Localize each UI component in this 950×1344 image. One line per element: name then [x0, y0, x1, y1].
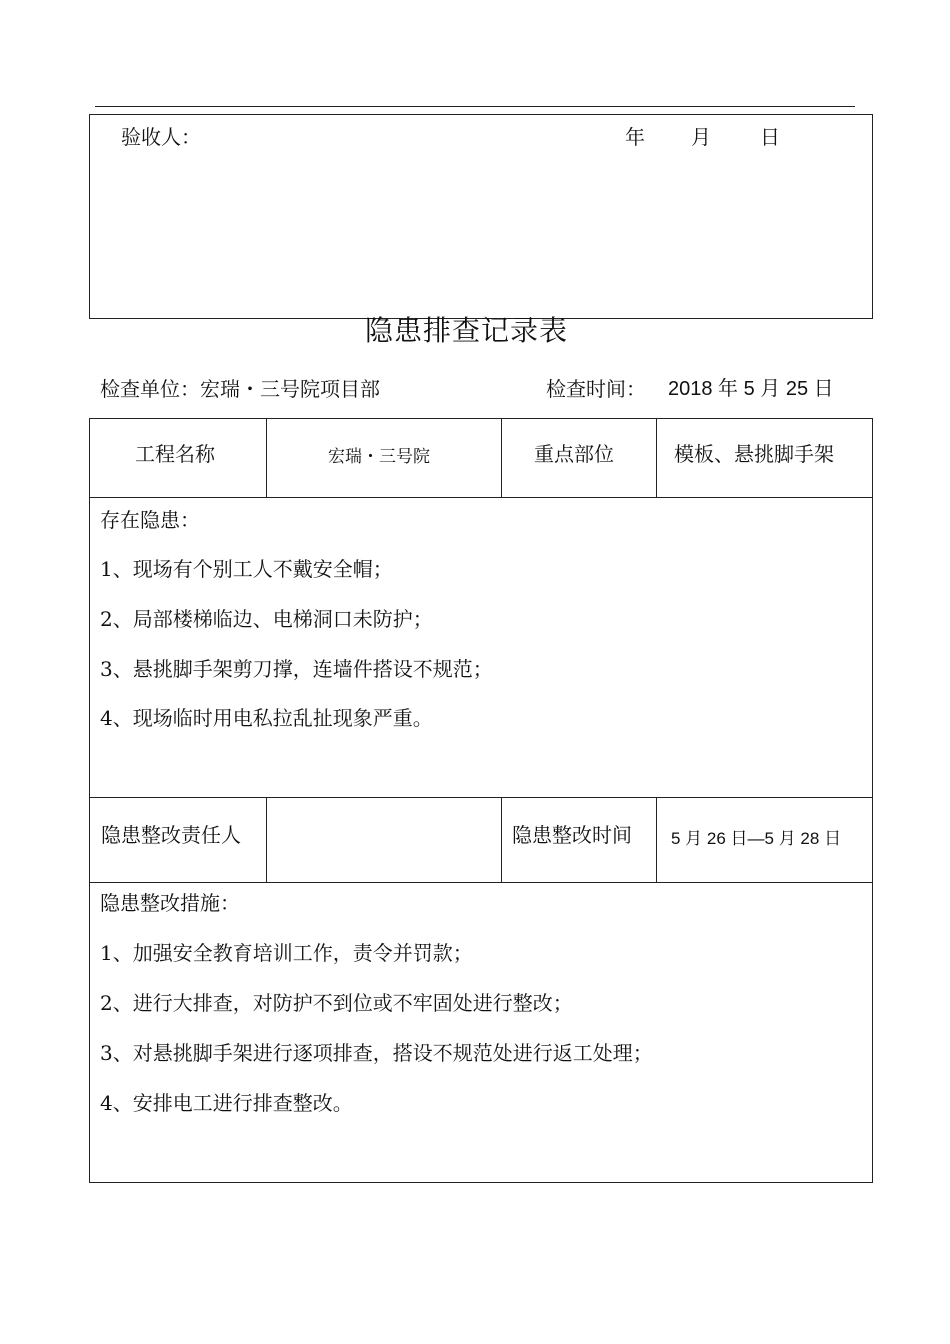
col-divider-r3-3 — [656, 797, 657, 883]
acceptance-day: 日 — [760, 125, 780, 149]
rectify-time-label: 隐患整改时间 — [512, 823, 632, 847]
col-divider-r1-2 — [501, 418, 502, 498]
col-divider-r1-3 — [656, 418, 657, 498]
header-rule — [95, 106, 855, 107]
measure-item: 1、加强安全教育培训工作，责令并罚款； — [100, 941, 473, 965]
key-part-value: 模板、悬挑脚手架 — [674, 442, 834, 466]
col-divider-r1-1 — [266, 418, 267, 498]
row-divider-1 — [89, 497, 873, 498]
measure-item: 2、进行大排查，对防护不到位或不牢固处进行整改； — [100, 991, 573, 1015]
key-part-label: 重点部位 — [534, 442, 614, 466]
measure-item: 4、安排电工进行排查整改。 — [100, 1091, 353, 1115]
measures-heading: 隐患整改措施： — [100, 891, 240, 915]
hazard-item: 1、现场有个别工人不戴安全帽； — [100, 557, 393, 581]
measure-item: 3、对悬挑脚手架进行逐项排查，搭设不规范处进行返工处理； — [100, 1041, 653, 1065]
project-name-value: 宏瑞・三号院 — [328, 447, 430, 467]
inspection-time-label: 检查时间： — [546, 377, 646, 401]
inspection-unit: 检查单位：宏瑞・三号院项目部 — [100, 377, 380, 401]
hazards-heading: 存在隐患： — [100, 508, 200, 532]
acceptance-box — [89, 114, 873, 319]
hazard-item: 3、悬挑脚手架剪刀撑，连墙件搭设不规范； — [100, 657, 493, 681]
hazard-item: 4、现场临时用电私拉乱扯现象严重。 — [100, 706, 433, 730]
page-title: 隐患排查记录表 — [365, 314, 569, 347]
rectify-time-value: 5 月 26 日—5 月 28 日 — [671, 829, 842, 848]
col-divider-r3-1 — [266, 797, 267, 883]
acceptance-month: 月 — [691, 125, 711, 149]
inspection-time-value: 2018 年 5 月 25 日 — [668, 378, 834, 400]
row-divider-3 — [89, 882, 873, 883]
acceptance-label: 验收人： — [121, 125, 201, 149]
record-table — [89, 418, 873, 1183]
col-divider-r3-2 — [501, 797, 502, 883]
project-name-label: 工程名称 — [135, 442, 215, 466]
acceptance-year: 年 — [625, 125, 645, 149]
responsible-label: 隐患整改责任人 — [101, 823, 241, 847]
row-divider-2 — [89, 797, 873, 798]
hazard-item: 2、局部楼梯临边、电梯洞口未防护； — [100, 607, 433, 631]
